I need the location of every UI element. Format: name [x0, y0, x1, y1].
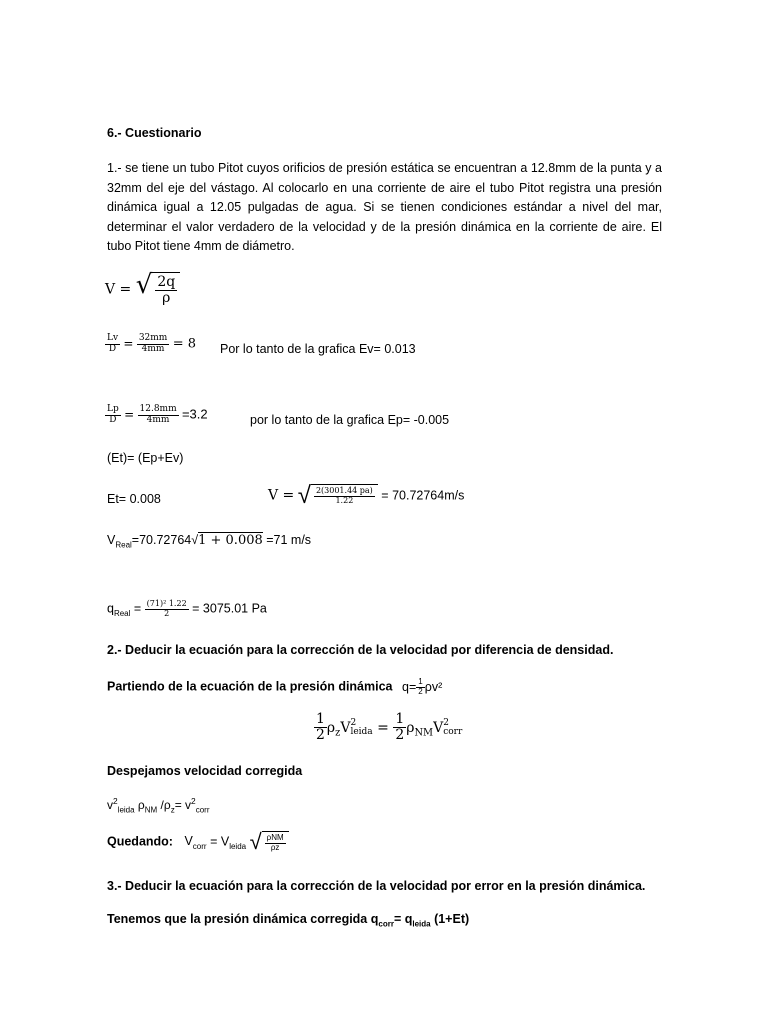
density-eq-left-den: 2 — [316, 727, 325, 744]
lv-equals: = — [123, 336, 134, 351]
density-eq-left-rho: ρ — [326, 719, 336, 736]
relation-v: v — [107, 798, 113, 812]
velocity-calculation — [268, 484, 464, 508]
velocity-calc-lhs: V = — [268, 487, 295, 504]
q-real-result: = 3075.01 Pa — [192, 601, 267, 616]
et-definition: (Et)= (Ep+Ev) — [107, 451, 184, 465]
velocity-real-value: =70.72764 — [131, 533, 192, 547]
velocity-calc-sqrt: √ $\frac{2(3001.44 pa)}{1.22}$ — [298, 484, 378, 508]
quedando-denominator: ρz — [270, 842, 280, 852]
velocity-calc-denominator: 1.22 — [335, 495, 354, 505]
lv-result: = 8 — [172, 336, 196, 352]
velocity-real-symbol: V — [107, 533, 116, 547]
lp-mm-denominator: 4mm — [146, 414, 170, 425]
relation-rho-nm: ρ — [137, 798, 145, 812]
density-eq-right-num: 1 — [395, 711, 405, 727]
lp-comment: por lo tanto de la grafica Ep= -0.005 — [250, 413, 450, 427]
question-2-intro-text: Partiendo de la ecuación de la presión dinámica — [107, 679, 393, 694]
velocity-formula-denominator: ρ — [162, 290, 171, 307]
quedando-sqrt: √ $\frac{\text{ρNM}}{\rho z}$ — [250, 831, 289, 853]
lp-mm-numerator: 12.8mm — [139, 404, 177, 414]
density-eq-left-v-sub: leida — [350, 726, 373, 737]
density-eq-right-v-sup: 2 — [443, 717, 449, 728]
quedando-label: Quedando: — [107, 834, 173, 849]
lv-mm-denominator: 4mm — [141, 343, 165, 354]
question-2-title: 2.- Deducir la ecuación para la corrección de la velocidad por diferencia de densidad. — [107, 643, 614, 657]
velocity-relation — [107, 796, 210, 814]
question-1-text: 1.- se tiene un tubo Pitot cuyos orificios de presión estática se encuentran a 12.8mm de la punta y a 32mm del eje del vástago. Al colocarlo en una corriente de aire el tubo Pitot registra una presión dinámica igual a 12.05 pulgadas de agua. Si se tienen condiciones estándar a nivel del mar, determinar el valor verdadero de la velocidad y de la presión dinámica en la corriente de aire. El tubo Pitot tiene 4mm de diámetro. — [107, 161, 662, 253]
dynamic-pressure-formula — [402, 677, 443, 696]
velocity-real-result: =71 m/s — [262, 533, 312, 547]
question-2-intro — [107, 678, 442, 697]
lv-comment: Por lo tanto de la grafica Ev= 0.013 — [220, 342, 416, 356]
lp-denominator: D — [109, 414, 117, 425]
quedando-numerator: ρNM — [266, 833, 284, 842]
q-real-symbol: q — [107, 601, 114, 616]
q-real-denominator: 2 — [164, 608, 170, 618]
density-eq-left-rho-sub: z — [335, 727, 341, 739]
density-eq-right-v-sub: corr — [443, 726, 463, 737]
q3-line-mid: = q — [393, 912, 413, 926]
lv-denominator: D — [108, 343, 117, 354]
density-eq-left-num: 1 — [316, 711, 325, 727]
velocity-calc-numerator: 2(3001.44 pa) — [315, 486, 373, 495]
relation-slash: / — [157, 798, 164, 812]
density-eq-right-den: 2 — [395, 727, 405, 744]
velocity-formula-lhs: V = — [105, 281, 132, 298]
relation-eq: = v — [174, 798, 192, 812]
density-eq-equals: = — [377, 719, 389, 736]
q3-line-sub1: corr — [378, 919, 394, 929]
density-eq-right-rho: ρ — [406, 719, 415, 736]
quedando-v: V — [184, 834, 193, 849]
density-eq-right-v: V — [433, 719, 444, 736]
density-eq-right-rho-sub: NM — [414, 727, 434, 739]
et-value: Et= 0.008 — [107, 492, 161, 506]
velocity-real-subscript: Real — [115, 540, 132, 550]
density-equation — [314, 712, 462, 744]
dp-formula-den: 2 — [418, 686, 423, 696]
dp-formula-rest: ρv² — [424, 679, 443, 694]
question-3-title: 3.- Deducir la ecuación para la corrección de la velocidad por error en la presión dinámica. — [107, 879, 646, 893]
lv-mm-numerator: 32mm — [138, 333, 168, 343]
density-eq-left-v-sup: 2 — [350, 717, 357, 728]
lv-equation — [105, 334, 196, 355]
q3-line-pre: Tenemos que la presión dinámica corregida q — [107, 912, 379, 926]
velocity-real: $V_{Real}=70.72764√1 + 0.008 =71$ m/s — [107, 533, 312, 550]
velocity-calc-result: = 70.72764m/s — [381, 488, 465, 503]
relation-rho-z: ρ — [163, 798, 171, 812]
despejamos-label: Despejamos velocidad corregida — [107, 764, 303, 778]
relation-rho-z-sub: z — [170, 805, 175, 815]
relation-sup: 2 — [113, 796, 118, 806]
dynamic-pressure-real — [107, 600, 267, 619]
q-real-subscript: Real — [113, 609, 131, 619]
velocity-formula-numerator: 2q — [157, 274, 176, 290]
quedando-line — [107, 831, 289, 853]
relation-rho-nm-sub: NM — [144, 805, 158, 815]
relation-sup2: 2 — [191, 796, 196, 806]
q-real-equals: = — [130, 601, 142, 616]
relation-sub: leida — [117, 805, 135, 815]
lp-numerator: Lp — [107, 404, 119, 414]
quedando-eq-sub: leida — [229, 841, 247, 851]
lv-numerator: Lv — [107, 333, 119, 343]
velocity-real-radicand: 1 + 0.008 — [198, 533, 263, 548]
lp-equals: = — [124, 407, 135, 422]
velocity-formula-sqrt: √ $\frac{2q}{\rho}$ — [136, 272, 180, 307]
q-real-numerator: (71)² 1.22 — [146, 599, 187, 608]
q3-line-post: (1+Et) — [430, 912, 470, 926]
lp-equation — [105, 405, 208, 426]
q3-line-sub2: leida — [412, 919, 431, 929]
question-3-line — [107, 912, 469, 929]
lp-result: =3.2 — [181, 406, 208, 422]
dp-formula-num: 1 — [418, 677, 423, 686]
quedando-eq: = V — [210, 834, 230, 849]
section-title: 6.- Cuestionario — [107, 126, 202, 140]
quedando-v-sub: corr — [192, 841, 207, 851]
dp-formula-q: q= — [402, 679, 417, 694]
relation-sub2: corr — [195, 805, 210, 815]
velocity-formula — [105, 272, 180, 307]
density-eq-left-v: V — [340, 719, 351, 736]
